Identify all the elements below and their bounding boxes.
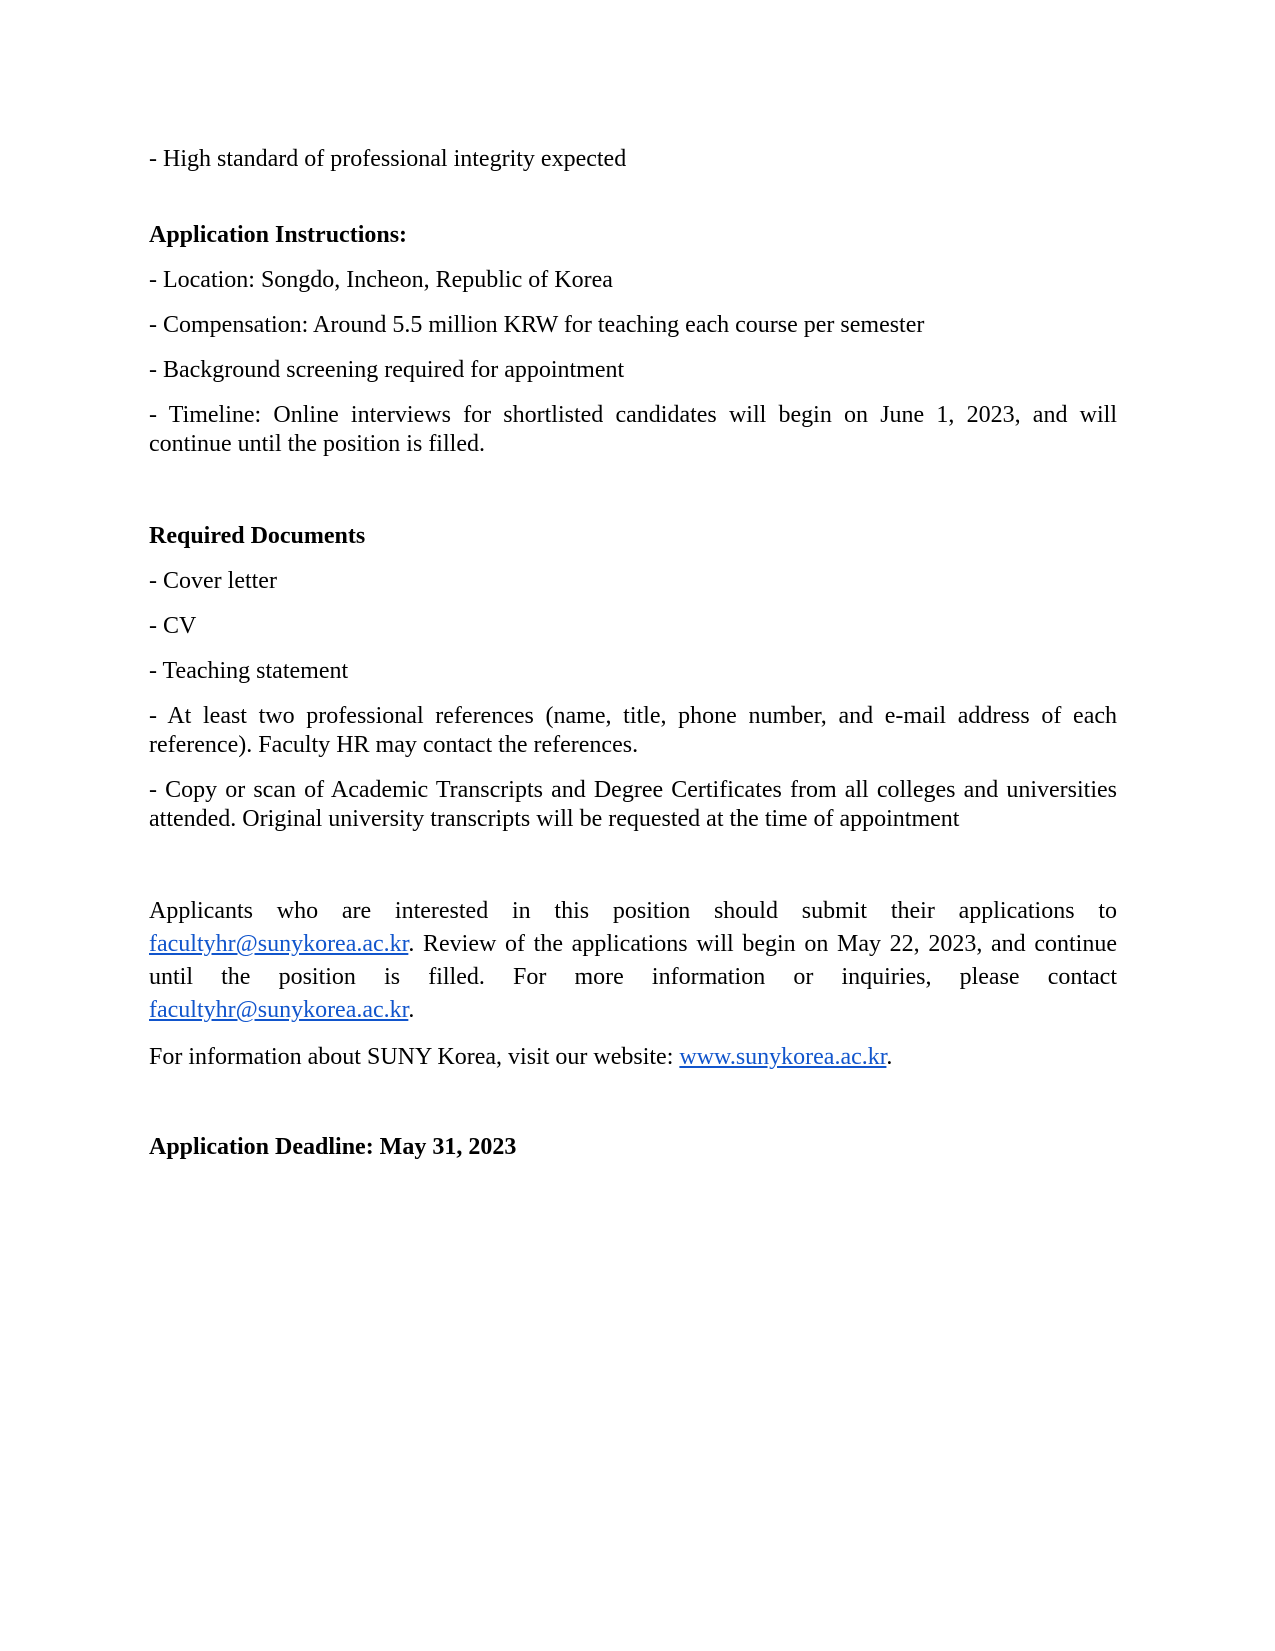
location-item: - Location: Songdo, Incheon, Republic of Korea (149, 267, 613, 293)
references-item: - At least two professional references (name, title, phone number, and e-mail address of each reference). Faculty HR may contact the references. (149, 703, 1117, 758)
integrity-line: - High standard of professional integrity expected (149, 146, 627, 172)
teaching-statement-item: - Teaching statement (149, 658, 349, 684)
submission-text-3: . (408, 997, 415, 1023)
faculty-hr-email-link-2[interactable]: facultyhr@sunykorea.ac.kr (149, 997, 409, 1023)
cv-item: - CV (149, 613, 197, 639)
submission-text-1: Applicants who are interested in this position should submit their applications to (149, 898, 1117, 924)
submission-text-2: . Review of the applications will begin on May 22, 2023, and continue until the position is filled. For more information or inquiries, please contact (149, 931, 1117, 990)
website-text-1: For information about SUNY Korea, visit our website: (149, 1044, 680, 1070)
document-body (149, 145, 1117, 1162)
application-deadline: Application Deadline: May 31, 2023 (149, 1134, 517, 1160)
website-paragraph (149, 1043, 1117, 1072)
documents-heading: Required Documents (149, 523, 366, 549)
faculty-hr-email-link[interactable]: facultyhr@sunykorea.ac.kr (149, 931, 409, 957)
timeline-item: - Timeline: Online interviews for shortlisted candidates will begin on June 1, 2023, and will continue until the position is filled. (149, 402, 1117, 457)
transcripts-item: - Copy or scan of Academic Transcripts and Degree Certificates from all colleges and universities attended. Original university transcripts will be requested at the time of appointment (149, 777, 1117, 832)
compensation-item: - Compensation: Around 5.5 million KRW for teaching each course per semester (149, 312, 925, 338)
website-link[interactable]: www.sunykorea.ac.kr (679, 1044, 887, 1070)
website-text-2: . (886, 1044, 893, 1070)
cover-letter-item: - Cover letter (149, 568, 277, 594)
screening-item: - Background screening required for appointment (149, 357, 625, 383)
submission-paragraph (149, 895, 1117, 1027)
instructions-heading: Application Instructions: (149, 222, 408, 248)
